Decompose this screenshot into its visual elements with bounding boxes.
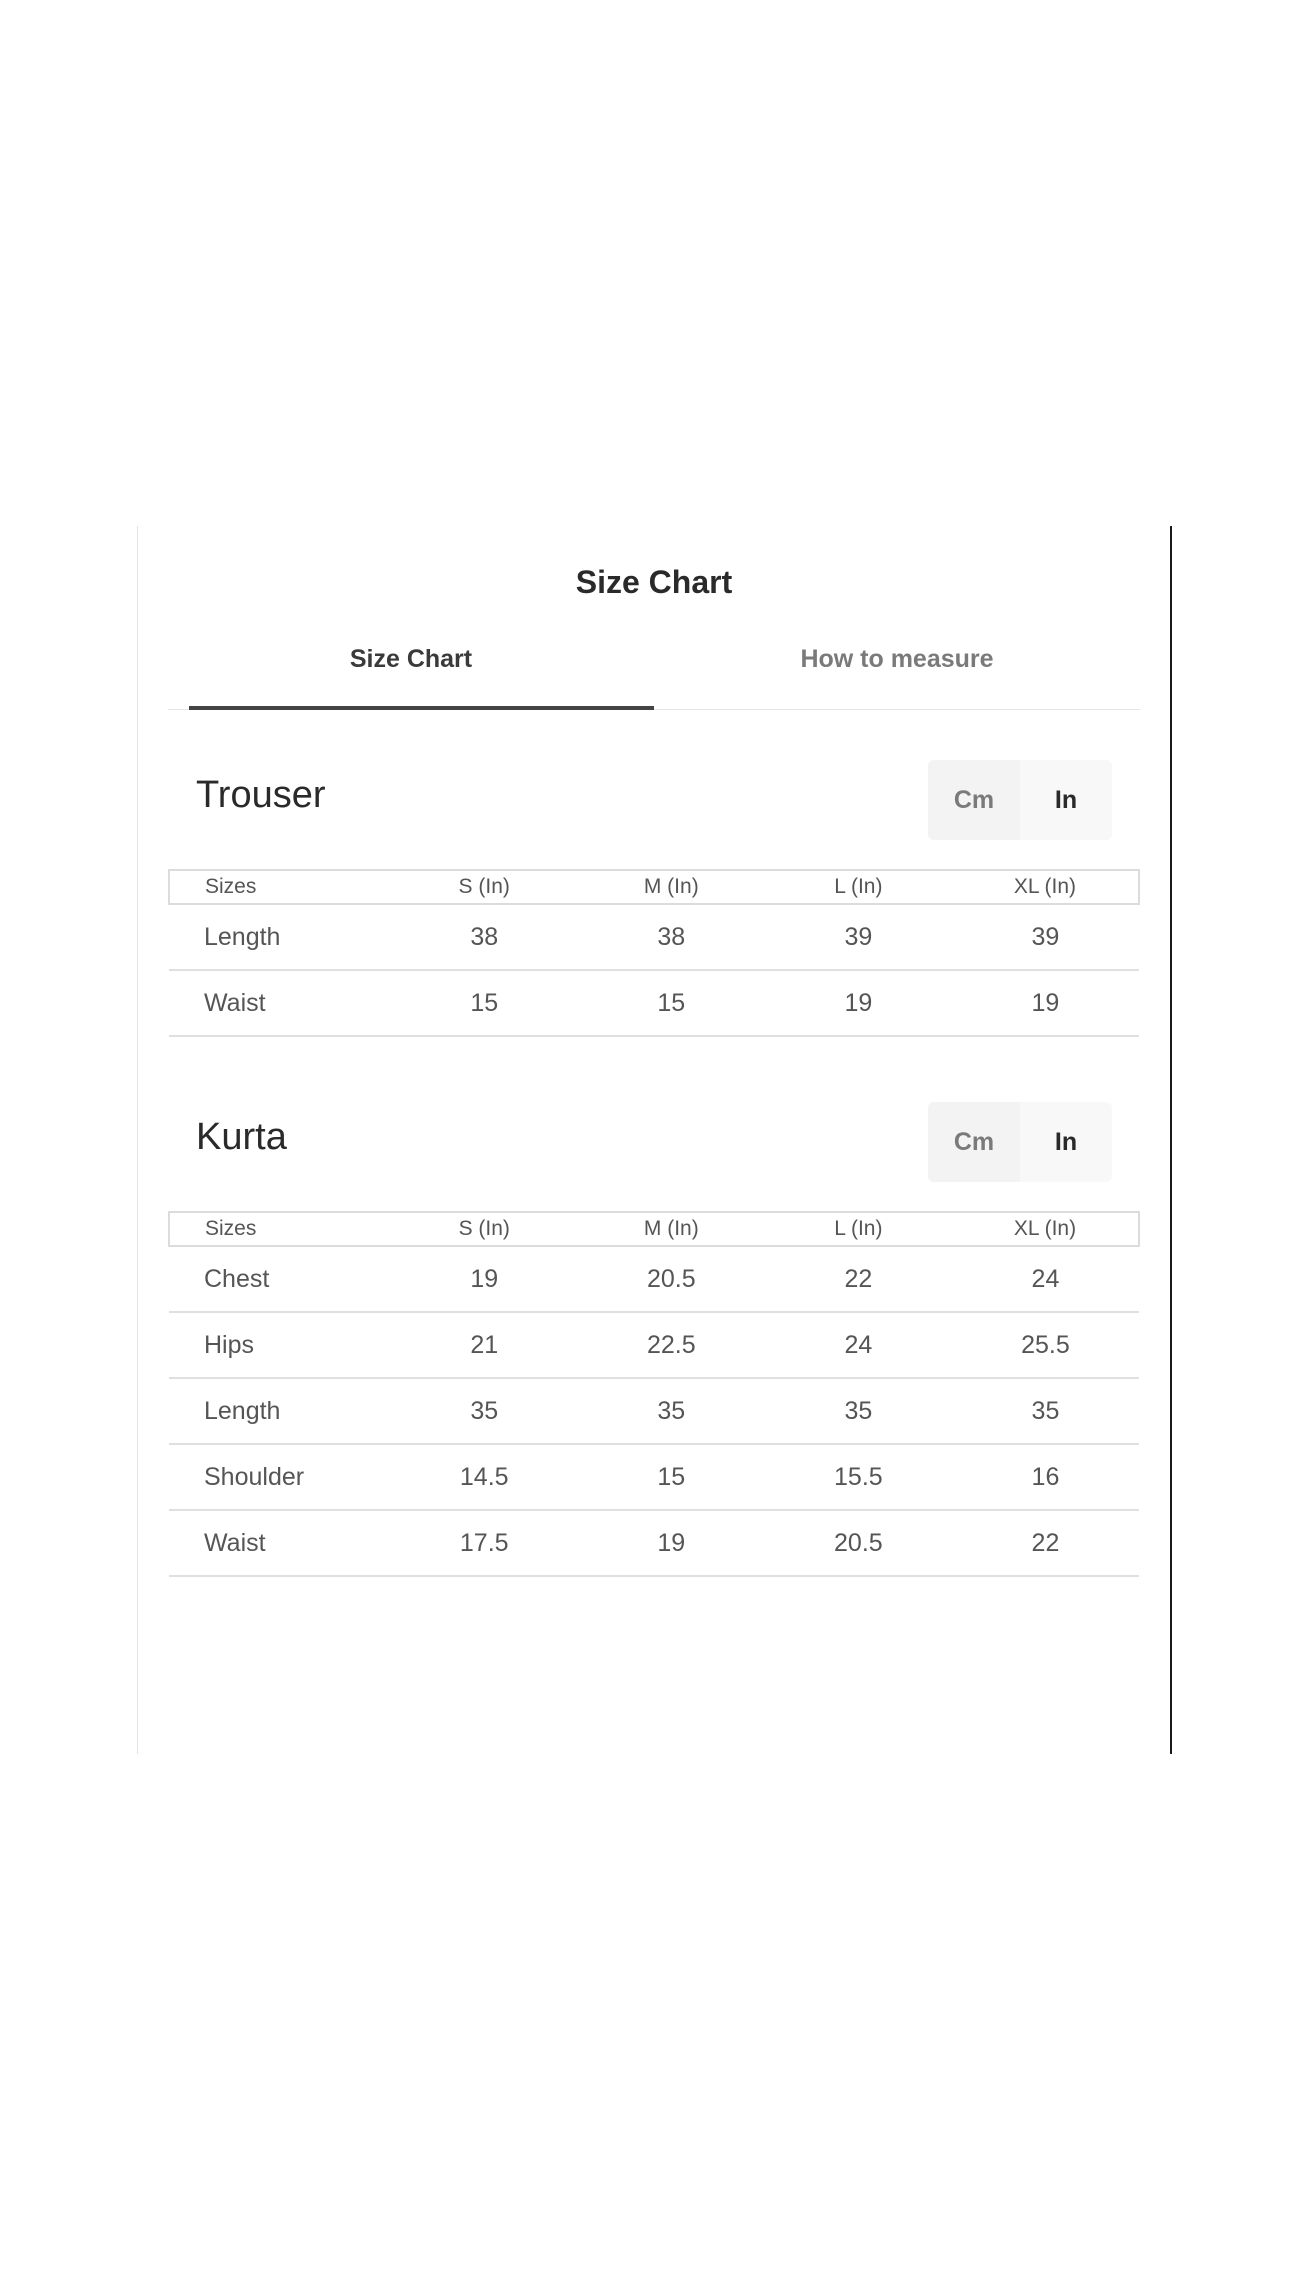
- size-value: 19: [578, 1510, 765, 1576]
- size-value: 19: [391, 1246, 578, 1312]
- modal-title: Size Chart: [575, 564, 733, 600]
- table-header-row: [169, 870, 1139, 904]
- trouser-section: [168, 760, 1140, 1037]
- row-label: Hips: [169, 1312, 391, 1378]
- size-value: 20.5: [765, 1510, 952, 1576]
- unit-cm-button[interactable]: Cm: [928, 1102, 1020, 1182]
- row-label: Length: [169, 904, 391, 970]
- kurta-section: [168, 1102, 1140, 1577]
- size-value: 35: [578, 1378, 765, 1444]
- column-header: Sizes: [169, 1212, 391, 1246]
- section-header: [168, 1102, 1140, 1182]
- size-value: 15.5: [765, 1444, 952, 1510]
- size-value: 22: [952, 1510, 1139, 1576]
- tab-how-to-measure[interactable]: [654, 626, 1140, 709]
- row-label: Waist: [169, 970, 391, 1036]
- size-value: 35: [765, 1378, 952, 1444]
- tab-bar: [168, 626, 1140, 710]
- column-header: S (In): [391, 1212, 578, 1246]
- section-title: Trouser: [196, 774, 326, 816]
- section-title: Kurta: [196, 1116, 287, 1158]
- row-label: Chest: [169, 1246, 391, 1312]
- size-table: [168, 1211, 1140, 1577]
- unit-toggle: [928, 760, 1112, 840]
- column-header: M (In): [578, 1212, 765, 1246]
- size-value: 38: [578, 904, 765, 970]
- table-row: [169, 970, 1139, 1036]
- size-value: 15: [578, 970, 765, 1036]
- table-row: [169, 1312, 1139, 1378]
- size-value: 39: [952, 904, 1139, 970]
- unit-toggle: [928, 1102, 1112, 1182]
- active-tab-indicator: [189, 706, 654, 710]
- unit-in-button[interactable]: In: [1020, 1102, 1112, 1182]
- row-label: Length: [169, 1378, 391, 1444]
- row-label: Waist: [169, 1510, 391, 1576]
- table-row: [169, 1444, 1139, 1510]
- size-value: 25.5: [952, 1312, 1139, 1378]
- table-row: [169, 1510, 1139, 1576]
- size-value: 15: [578, 1444, 765, 1510]
- tab-size-chart-label: Size Chart: [349, 645, 473, 673]
- size-value: 35: [391, 1378, 578, 1444]
- column-header: M (In): [578, 870, 765, 904]
- column-header: XL (In): [952, 870, 1139, 904]
- row-label: Shoulder: [169, 1444, 391, 1510]
- size-table: [168, 869, 1140, 1037]
- section-header: [168, 760, 1140, 840]
- tab-size-chart[interactable]: [168, 626, 654, 709]
- size-value: 19: [765, 970, 952, 1036]
- size-value: 16: [952, 1444, 1139, 1510]
- size-value: 20.5: [578, 1246, 765, 1312]
- table-row: [169, 1246, 1139, 1312]
- table-header-row: [169, 1212, 1139, 1246]
- unit-in-button[interactable]: In: [1020, 760, 1112, 840]
- size-value: 22: [765, 1246, 952, 1312]
- size-value: 24: [952, 1246, 1139, 1312]
- size-value: 38: [391, 904, 578, 970]
- column-header: XL (In): [952, 1212, 1139, 1246]
- column-header: L (In): [765, 1212, 952, 1246]
- size-value: 19: [952, 970, 1139, 1036]
- size-value: 39: [765, 904, 952, 970]
- size-value: 15: [391, 970, 578, 1036]
- size-value: 21: [391, 1312, 578, 1378]
- size-chart-modal: [137, 526, 1172, 1754]
- column-header: S (In): [391, 870, 578, 904]
- size-value: 24: [765, 1312, 952, 1378]
- size-value: 14.5: [391, 1444, 578, 1510]
- tab-how-to-measure-label: How to measure: [800, 645, 994, 673]
- column-header: L (In): [765, 870, 952, 904]
- size-value: 22.5: [578, 1312, 765, 1378]
- column-header: Sizes: [169, 870, 391, 904]
- size-value: 35: [952, 1378, 1139, 1444]
- unit-cm-button[interactable]: Cm: [928, 760, 1020, 840]
- table-row: [169, 1378, 1139, 1444]
- size-value: 17.5: [391, 1510, 578, 1576]
- table-row: [169, 904, 1139, 970]
